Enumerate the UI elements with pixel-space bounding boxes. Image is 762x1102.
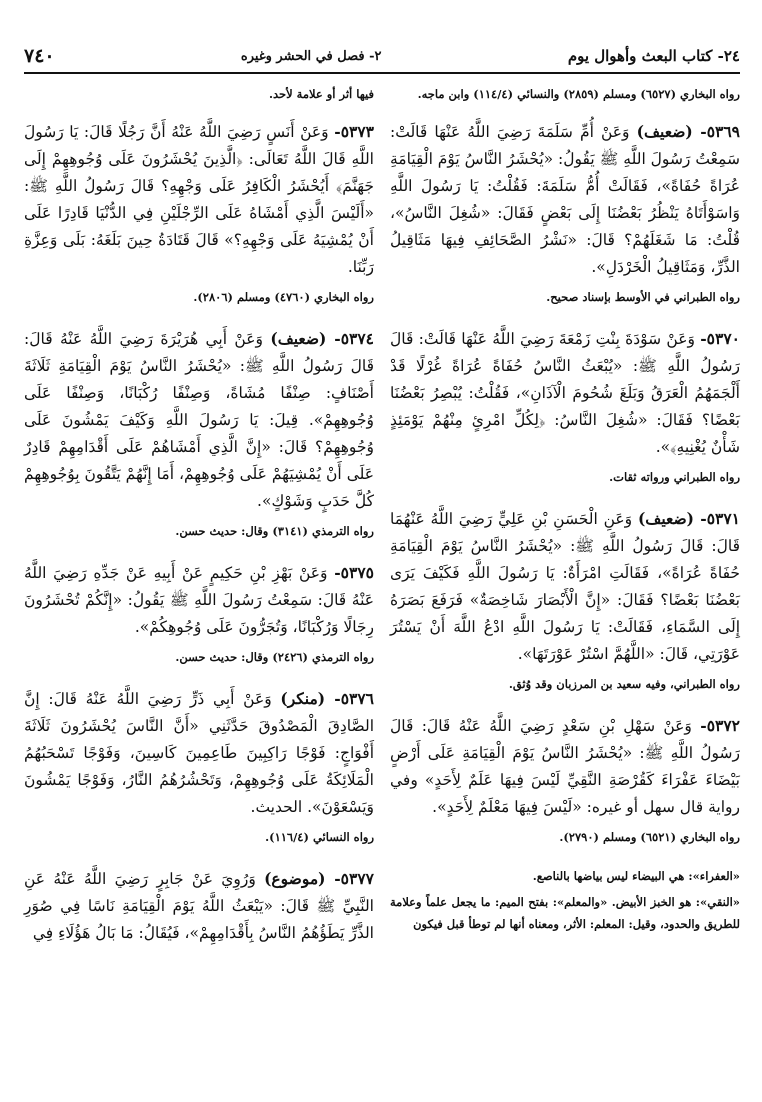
entry-reference: رواه البخاري (٤٧٦٠) ومسلم (٢٨٠٦). <box>193 290 374 304</box>
entry-reference: رواه البخاري (٦٥٢١) ومسلم (٢٧٩٠). <box>559 830 740 844</box>
entry-text: وَعَنْ سَوْدَةَ بِنْتِ زَمْعَةَ رَضِيَ اللَّهُ عَنْهَا قَالَتْ: قَالَ رَسُولُ اللَّهِ ﷺ: «يُبْعَثُ النَّاسُ حُفَاةً عُرَاةً غُرْلًا قَدْ أَلْجَمَهُمُ الْعَرَقُ وَبَلَغَ شُحُومَ الْآذَانِ»، فَقُلْتُ: يُبْصِرُ بَعْضُنَا بَعْضًا؟ فَقَالَ: «شُغِلَ النَّاسُ: ﴿لِكُلِّ امْرِئٍ مِنْهُمْ يَوْمَئِذٍ شَأْنٌ يُغْنِيهِ﴾». <box>390 330 740 456</box>
section-title: ٢- فصل في الحشر وغيره <box>240 48 382 64</box>
entry-number: ٥٣٧٦- (منكر) <box>280 689 374 708</box>
entry-text: وَعَنْ أَبِي هُرَيْرَةَ رَضِيَ اللَّهُ عَنْهُ قَالَ: قَالَ رَسُولُ اللَّهِ ﷺ: «يُحْشَرُ النَّاسُ يَوْمَ الْقِيَامَةِ ثَلَاثَةَ أَصْنَافٍ: صِنْفًا مُشَاةً، وَصِنْفًا رُكْبَانًا، وَصِنْفًا عَلَى وُجُوهِهِمْ». قِيلَ: يَا رَسُولَ اللَّهِ وَكَيْفَ يَمْشُونَ عَلَى وُجُوهِهِمْ؟ قَالَ: «إِنَّ الَّذِي أَمْشَاهُمْ عَلَى أَقْدَامِهِمْ قَادِرٌ عَلَى أَنْ يُمْشِيَهُمْ عَلَى وُجُوهِهِمْ، أَمَا إِنَّهُمْ يَتَّقُونَ بِوُجُوهِهِمْ كُلَّ حَدَبٍ وَشَوْكٍ». <box>24 330 374 510</box>
entry-text: وَعَنِ الْحَسَنِ بْنِ عَلِيٍّ رَضِيَ اللَّهُ عَنْهُمَا قَالَ: قَالَ رَسُولُ اللَّهِ ﷺ: «يُحْشَرُ النَّاسُ يَوْمَ الْقِيَامَةِ حُفَاةً عُرَاةً»، فَقَالَتِ امْرَأَةٌ: يَا رَسُولَ اللَّهِ فَكَيْفَ يَرَى بَعْضُنَا بَعْضًا؟ فَقَالَ: «إِنَّ الْأَبْصَارَ شَاخِصَةٌ» فَرَفَعَ بَصَرَهُ إِلَى السَّمَاءِ، فَقَالَتْ: يَا رَسُولَ اللَّهِ ادْعُ اللَّهَ أَنْ يَسْتُرَ عَوْرَتِي، قَالَ: «اللَّهُمَّ اسْتُرْ عَوْرَتَهَا». <box>390 510 740 663</box>
entry-reference: رواه النسائي (١١٦/٤). <box>265 830 374 844</box>
continued-note: فيها أثر أو علامة لأحد. <box>268 87 374 101</box>
hadith-entry-5370 <box>390 325 740 487</box>
entry-number: ٥٣٧١- (ضعيف) <box>637 509 740 528</box>
entry-text: وَعَنْ سَهْلِ بْنِ سَعْدٍ رَضِيَ اللَّهُ عَنْهُ قَالَ: قَالَ رَسُولُ اللَّهِ ﷺ: «يُحْشَرُ النَّاسُ يَوْمَ الْقِيَامَةِ عَلَى أَرْضٍ بَيْضَاءَ عَفْرَاءَ كَقُرْصَةِ النَّقِيِّ لَيْسَ فِيهَا عَلَمٌ لِأَحَدٍ» وفي رواية قال سهل أو غيره: «لَيْسَ فِيهَا مَعْلَمٌ لِأَحَدٍ». <box>390 717 740 816</box>
book-title: ٢٤- كتاب البعث وأهوال يوم <box>567 47 740 65</box>
hadith-entry-5376 <box>24 685 374 847</box>
entry-text: وَعَنْ أُمِّ سَلَمَةَ رَضِيَ اللَّهُ عَنْهَا قَالَتْ: سَمِعْتُ رَسُولَ اللَّهِ ﷺ يَقُولُ: «يُحْشَرُ النَّاسُ يَوْمَ الْقِيَامَةِ عُرَاةً حُفَاةً»، فَقَالَتْ أُمُّ سَلَمَةَ: فَقُلْتُ: يَا رَسُولَ اللَّهِ وَاسَوْأَتَاهُ يَنْظُرُ بَعْضُنَا إِلَى بَعْضٍ فَقَالَ: «شُغِلَ النَّاسُ»، قُلْتُ: مَا شَغَلَهُمْ؟ قَالَ: «نَشْرُ الصَّحَائِفِ فِيهَا مَثَاقِيلُ الذَّرِّ، وَمَثَاقِيلُ الْخَرْدَلِ». <box>390 123 740 276</box>
entry-number: ٥٣٧٣- <box>334 122 374 141</box>
continued-reference: رواه البخاري (٦٥٢٧) ومسلم (٢٨٥٩) والنسائي (١١٤/٤) وابن ماجه. <box>417 87 740 101</box>
entry-number: ٥٣٧٠- <box>700 329 740 348</box>
entry-reference: رواه الترمذي (٣١٤١) وقال: حديث حسن. <box>175 524 374 538</box>
entry-number: ٥٣٧٧- (موضوع) <box>264 869 374 888</box>
hadith-entry-5373 <box>24 118 374 307</box>
footnote: «العفراء»: هي البيضاء ليس بياضها بالناصع. <box>532 869 740 883</box>
entry-number: ٥٣٧٢- <box>700 716 740 735</box>
hadith-entry-5369 <box>390 118 740 307</box>
entry-text: وَعَنْ أَبِي ذَرٍّ رَضِيَ اللَّهُ عَنْهُ قَالَ: إِنَّ الصَّادِقَ الْمَصْدُوقَ حَدَّثَنِي «أَنَّ النَّاسَ يُحْشَرُونَ ثَلَاثَةَ أَفْوَاجٍ: فَوْجًا رَاكِبِينَ طَاعِمِينَ كَاسِينَ، وَفَوْجًا تَسْحَبُهُمُ الْمَلَائِكَةُ عَلَى وُجُوهِهِمْ، وَتَحْشُرُهُمُ النَّارُ، وَفَوْجًا يَمْشُونَ وَيَسْعَوْنَ». الحديث. <box>24 690 374 816</box>
hadith-entry-5377 <box>24 865 374 947</box>
hadith-entry-5374 <box>24 325 374 541</box>
entry-text: وَرُوِيَ عَنْ جَابِرٍ رَضِيَ اللَّهُ عَنْهُ عَنِ النَّبِيِّ ﷺ قَالَ: «يَبْعَثُ اللَّهُ يَوْمَ الْقِيَامَةِ نَاسًا فِي صُوَرِ الذَّرِّ يَطَؤُهُمُ النَّاسُ بِأَقْدَامِهِمْ»، فَيُقَالُ: مَا بَالُ هَؤُلَاءِ فِي <box>24 870 374 942</box>
entry-number: ٥٣٧٥- <box>334 563 374 582</box>
entry-reference: رواه الترمذي (٢٤٢٦) وقال: حديث حسن. <box>175 650 374 664</box>
entry-reference: رواه الطبراني ورواته ثقات. <box>609 470 740 484</box>
hadith-entry-5372 <box>390 712 740 847</box>
hadith-entry-5375 <box>24 559 374 667</box>
entry-reference: رواه الطبراني، وفيه سعيد بن المرزبان وقد وُثق. <box>508 677 740 691</box>
page-header <box>24 40 740 74</box>
footnote: «النقي»: هو الخبز الأبيض. «والمعلم»: بفتح الميم: ما يجعل علماً وعلامة للطريق والحدود، وقيل: المعلم: الأثر، ومعناه أنها لم توطأ قبل فيكون <box>390 895 740 931</box>
entry-reference: رواه الطبراني في الأوسط بإسناد صحيح. <box>546 290 740 304</box>
entry-text: وَعَنْ بَهْزِ بْنِ حَكِيمٍ عَنْ أَبِيهِ عَنْ جَدِّهِ رَضِيَ اللَّهُ عَنْهُ قَالَ: سَمِعْتُ رَسُولَ اللَّهِ ﷺ يَقُولُ: «إِنَّكُمْ تُحْشَرُونَ رِجَالًا وَرُكْبَانًا، وَتُجَرُّونَ عَلَى وُجُوهِكُمْ». <box>24 564 374 636</box>
right-column <box>390 84 740 939</box>
page-number: ٧٤٠ <box>24 45 55 67</box>
entry-number: ٥٣٧٤- (ضعيف) <box>270 329 374 348</box>
hadith-entry-5371 <box>390 505 740 694</box>
left-column <box>24 84 374 947</box>
entry-number: ٥٣٦٩- (ضعيف) <box>636 122 740 141</box>
entry-text: وَعَنْ أَنَسٍ رَضِيَ اللَّهُ عَنْهُ أَنَّ رَجُلًا قَالَ: يَا رَسُولَ اللَّهِ قَالَ اللَّهُ تَعَالَى: ﴿الَّذِينَ يُحْشَرُونَ عَلَى وُجُوهِهِمْ إِلَى جَهَنَّمَ﴾ أَيُحْشَرُ الْكَافِرُ عَلَى وَجْهِهِ؟ قَالَ رَسُولُ اللَّهِ ﷺ: «أَلَيْسَ الَّذِي أَمْشَاهُ عَلَى الرِّجْلَيْنِ فِي الدُّنْيَا قَادِرًا عَلَى أَنْ يُمْشِيَهُ عَلَى وَجْهِهِ؟» قَالَ قَتَادَةُ حِينَ بَلَغَهُ: بَلَى وَعِزَّةِ رَبِّنَا. <box>24 123 374 276</box>
